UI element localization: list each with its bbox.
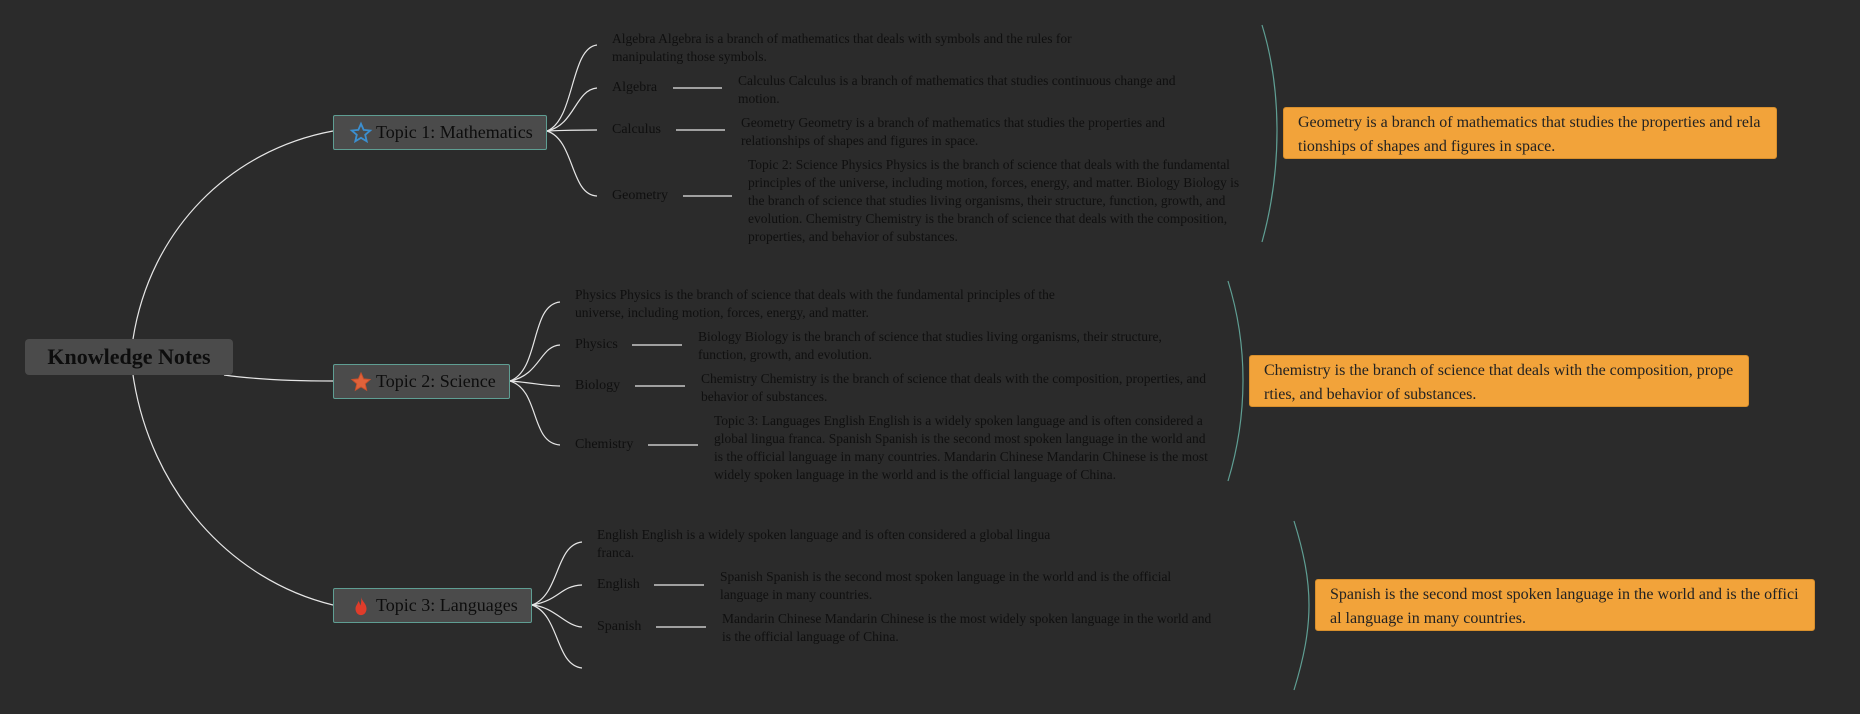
- star-filled-icon: [350, 371, 372, 393]
- branch-physics[interactable]: Physics: [575, 337, 618, 352]
- root-title: Knowledge Notes: [47, 344, 211, 369]
- branch-algebra[interactable]: Algebra: [612, 80, 658, 95]
- branch-chemistry[interactable]: Chemistry: [575, 437, 634, 452]
- branch-calculus[interactable]: Calculus: [612, 122, 661, 137]
- bracket-topic1: [1262, 25, 1277, 242]
- branch-geometry[interactable]: Geometry: [612, 188, 668, 203]
- english-note-text: Spanish Spanish is the second most spoken language in the world and is the official language in many countries.: [720, 569, 1172, 602]
- link-t1-calculus: [547, 130, 597, 131]
- topic1-intro-text: Algebra Algebra is a branch of mathematics that deals with symbols and the rules for manipulating those symbols.: [612, 31, 1072, 64]
- geometry-note-text: Topic 2: Science Physics Physics is the branch of science that deals with the fundamental principles of the universe, including motion, forces, energy, and matter. Biology Biology is the branch of science that studies living organisms, their structure, function, growth, and evolution. Chemistry Chemistry is the branch of science that deals with the composition, properties, and behavior of substances.: [748, 157, 1240, 244]
- link-t2-physics: [510, 345, 560, 381]
- topic-languages[interactable]: [333, 588, 532, 623]
- topic-science[interactable]: [333, 364, 510, 399]
- physics-note-text: Biology Biology is the branch of science that studies living organisms, their structure, function, growth, and evolution.: [698, 329, 1162, 362]
- link-root-topic3: [133, 375, 333, 605]
- link-t2-chemistry: [510, 381, 560, 445]
- callout-spanish: Spanish is the second most spoken language in the world and is the official language in many countries.: [1315, 579, 1815, 631]
- bracket-topic2: [1228, 281, 1243, 481]
- topic-title: Topic 1: Mathematics: [376, 122, 533, 142]
- algebra-note-text: Calculus Calculus is a branch of mathematics that studies continuous change and motion.: [738, 73, 1176, 106]
- biology-note-text: Chemistry Chemistry is the branch of science that deals with the composition, properties, and behavior of substances.: [701, 371, 1207, 404]
- link-t1-intro: [547, 45, 597, 131]
- bracket-topic3: [1294, 521, 1309, 690]
- topic-mathematics[interactable]: [333, 115, 547, 150]
- star-outline-icon: [350, 122, 372, 144]
- callout-geometry: Geometry is a branch of mathematics that studies the properties and relationships of shapes and figures in space.: [1283, 107, 1777, 159]
- spanish-note-text: Mandarin Chinese Mandarin Chinese is the most widely spoken language in the world and is the official language of China.: [722, 611, 1212, 644]
- topic-title: Topic 2: Science: [376, 371, 496, 391]
- branch-biology[interactable]: Biology: [575, 378, 621, 393]
- link-t3-english: [532, 585, 582, 605]
- flame-icon: [350, 595, 372, 617]
- branch-english[interactable]: English: [597, 577, 640, 592]
- root-node[interactable]: [25, 339, 233, 375]
- calculus-note-text: Geometry Geometry is a branch of mathematics that studies the properties and relationships of shapes and figures in space.: [741, 115, 1165, 148]
- link-t2-intro: [510, 302, 560, 381]
- callout-chemistry: Chemistry is the branch of science that deals with the composition, properties, and behavior of substances.: [1249, 355, 1749, 407]
- link-t3-spanish: [532, 605, 582, 627]
- topic3-intro-text: English English is a widely spoken language and is often considered a global lingua franca.: [597, 527, 1051, 560]
- topic-title: Topic 3: Languages: [376, 595, 518, 615]
- chemistry-note-text: Topic 3: Languages English English is a widely spoken language and is often considered a global lingua franca. Spanish Spanish is the second most spoken language in the world and is the official language in many countries. Mandarin Chinese Mandarin Chinese is the most widely spoken language in the world and is the official language of China.: [714, 413, 1208, 482]
- link-root-topic1: [133, 131, 333, 339]
- link-root-topic2: [224, 375, 333, 381]
- topic2-intro-text: Physics Physics is the branch of science that deals with the fundamental principles of the universe, including motion, forces, energy, and matter.: [575, 287, 1055, 320]
- branch-spanish[interactable]: Spanish: [597, 619, 642, 634]
- link-t1-algebra: [547, 88, 597, 131]
- link-t1-geometry: [547, 131, 597, 196]
